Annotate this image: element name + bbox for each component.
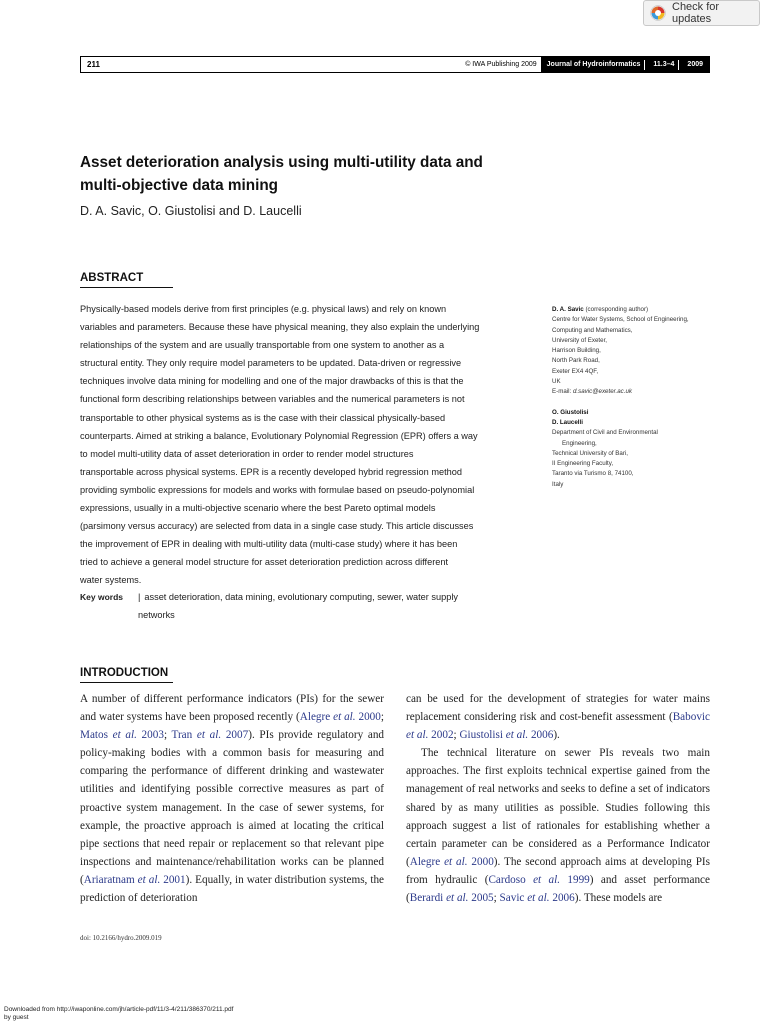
doi: doi: 10.2166/hydro.2009.019 <box>80 934 162 942</box>
intro-column-left <box>80 690 384 907</box>
body-text: ). These models are <box>574 892 663 905</box>
body-text: can be used for the development of strategies for water mains replacement considering risk and cost-benefit assessment ( <box>406 693 710 724</box>
body-text: ; <box>380 711 384 724</box>
journal-volume: 11.3–4 <box>653 61 675 68</box>
affiliations <box>552 305 722 490</box>
citation-link[interactable]: Alegre et al. 2000 <box>299 711 381 724</box>
body-text: ) and asset performance ( <box>406 873 710 905</box>
title-line: Asset deterioration analysis using multi-utility data and <box>80 154 483 171</box>
abstract-line: relationships of the system and are usually transportable from one system to another as a <box>80 340 445 351</box>
crossmark-icon <box>650 5 666 21</box>
author-name: D. A. Savic <box>552 306 584 313</box>
email-link[interactable]: d.savic@exeter.ac.uk <box>572 388 632 396</box>
copyright: © IWA Publishing 2009 <box>465 61 537 68</box>
keywords-line: asset deterioration, data mining, evolutionary computing, sewer, water supply <box>144 592 458 602</box>
authors: D. A. Savic, O. Giustolisi and D. Laucelli <box>80 204 302 218</box>
abstract-body <box>80 300 530 590</box>
affiliation-line: Italy <box>552 480 564 488</box>
abstract-line: water systems. <box>80 575 142 586</box>
download-by: by guest <box>4 1014 29 1021</box>
running-header <box>80 56 710 73</box>
affiliation-line: Computing and Mathematics, <box>552 326 633 334</box>
affiliation-line: Engineering, <box>562 439 597 447</box>
abstract-line: the improvement of EPR in dealing with multi-utility data (multi-case study) where it has been <box>80 539 458 550</box>
abstract-line: techniques involve data mining for modelling and one of the major drawbacks of this is that the <box>80 376 464 387</box>
body-text: The technical literature on sewer PIs reveals two main approaches. The first exploits technical expertise gained from the management of real networks and seeks to define a set of indicators shared by as many utilities as possible. Studies following this approach suggest a list of rationales for establishing whether a certain parameter can be considered as a Performance Indicator ( <box>406 747 710 868</box>
citation-link[interactable]: Alegre et al. 2000 <box>409 855 494 868</box>
citation-link[interactable]: Savic et al. 2006 <box>499 892 575 905</box>
citation-link[interactable]: Tran et al. 2007 <box>171 729 249 742</box>
abstract-line: variables and parameters. Because these have physical meaning, they also explain the underlying <box>80 322 480 333</box>
citation-link[interactable]: Giustolisi et al. 2006 <box>459 729 554 742</box>
author-name: D. Laucelli <box>552 418 583 426</box>
abstract-line: functional form describing relationships between variables and the numerical parameters is not <box>80 394 465 405</box>
affiliation-line: North Park Road, <box>552 357 600 365</box>
abstract-line: counterparts. Aimed at striking a balance, Evolutionary Polynomial Regression (EPR) offers a way <box>80 430 478 441</box>
paragraph <box>406 690 710 744</box>
abstract-line: tried to achieve a general model structure for asset deterioration prediction across different <box>80 557 449 568</box>
abstract-line: providing symbolic expressions for models and works with formulae based on pseudo-polynomial <box>80 484 475 495</box>
email-label: E-mail: <box>552 388 573 396</box>
intro-column-right <box>406 690 710 907</box>
keywords-label: Key words <box>80 592 123 602</box>
affiliation-line: Taranto via Turismo 8, 74100, <box>552 470 634 478</box>
download-url[interactable]: Downloaded from http://iwaponline.com/jh/article-pdf/11/3-4/211/386370/211.pdf <box>4 1006 234 1013</box>
affiliation-line: Technical University of Bari, <box>552 449 628 457</box>
body-text: ; <box>453 729 460 742</box>
body-text: ). Equally, in water distribution systems, the prediction of deterioration <box>80 873 385 905</box>
abstract-line: expressions, usually in a multi-objective scenario where the best Pareto optimal models <box>80 503 436 514</box>
keywords-divider: | <box>138 592 141 602</box>
body-text: ; <box>493 892 500 905</box>
citation-link[interactable]: Matos et al. 2003 <box>80 729 164 742</box>
abstract-line: Physically-based models derive from first principles (e.g. physical laws) and rely on known <box>80 304 447 314</box>
page-number: 211 <box>87 60 100 69</box>
download-notice <box>4 1006 233 1022</box>
paragraph <box>406 744 710 907</box>
abstract-line: transportable to other physical systems as is the case with their classical physically-based <box>80 412 446 423</box>
affiliation-line: University of Exeter, <box>552 336 608 344</box>
author-role: (corresponding author) <box>583 306 649 313</box>
affiliation-line: UK <box>552 378 561 386</box>
affiliation-line: Centre for Water Systems, School of Engineering, <box>552 316 689 324</box>
check-for-updates-label: Check for updates <box>672 1 720 25</box>
body-text: ; <box>163 729 172 742</box>
keywords <box>80 588 530 624</box>
journal-block <box>541 57 709 72</box>
affiliation-line: Harrison Building, <box>552 347 601 355</box>
abstract-line: structural entity. They only require model parameters to be updated. Data-driven or regressive <box>80 358 462 369</box>
header-divider <box>644 60 649 70</box>
abstract-line: transportable across physical systems. EPR is a recently developed hybrid regression method <box>80 466 462 477</box>
body-text: ). PIs provide regulatory and policy-making bodies with a common basis for measuring and comparing the performance of different drinking and wastewater utilities and identifying possible corrective measures as part of proactive system management. In the case of sewer systems, for example, the proactive approach is aimed at locating the critical pipe sections that need repair or replacement so that relevant pipe inspections and maintenance/rehabilitation works can be planned ( <box>80 729 385 886</box>
journal-year: 2009 <box>687 61 703 68</box>
journal-name: Journal of Hydroinformatics <box>546 61 641 68</box>
affiliation-line: Department of Civil and Environmental <box>552 429 658 437</box>
title-line: multi-objective data mining <box>80 177 279 194</box>
keywords-line: networks <box>138 610 175 621</box>
introduction-heading: INTRODUCTION <box>80 667 173 683</box>
body-text: A number of different performance indicators (PIs) for the sewer and water systems have been proposed recently ( <box>80 693 384 724</box>
citation-link[interactable]: Berardi et al. 2005 <box>409 892 494 905</box>
abstract-heading: ABSTRACT <box>80 272 173 288</box>
keywords-text <box>138 588 518 624</box>
abstract-line: to model multi-utility data of asset deterioration in order to render model structures <box>80 448 414 459</box>
header-divider <box>678 60 683 70</box>
article-title <box>80 151 550 197</box>
abstract-line: (parsimony versus accuracy) are selected from data in a single case study. This article discusses <box>80 521 474 532</box>
body-text: ). The second approach aims at developing PIs from hydraulic ( <box>406 855 710 886</box>
citation-link[interactable]: Babovic et al. 2002 <box>406 711 710 742</box>
citation-link[interactable]: Cardoso et al. 1999 <box>488 873 590 886</box>
citation-link[interactable]: Ariaratnam et al. 2001 <box>83 873 186 886</box>
affiliation-address <box>552 315 722 387</box>
body-text: ). <box>553 729 560 742</box>
affiliation-line: II Engineering Faculty, <box>552 460 614 468</box>
affiliation-line: Exeter EX4 4QF, <box>552 367 599 375</box>
author-name: O. Giustolisi <box>552 408 589 416</box>
affiliation-address <box>552 449 722 490</box>
check-for-updates-button[interactable] <box>643 0 760 26</box>
